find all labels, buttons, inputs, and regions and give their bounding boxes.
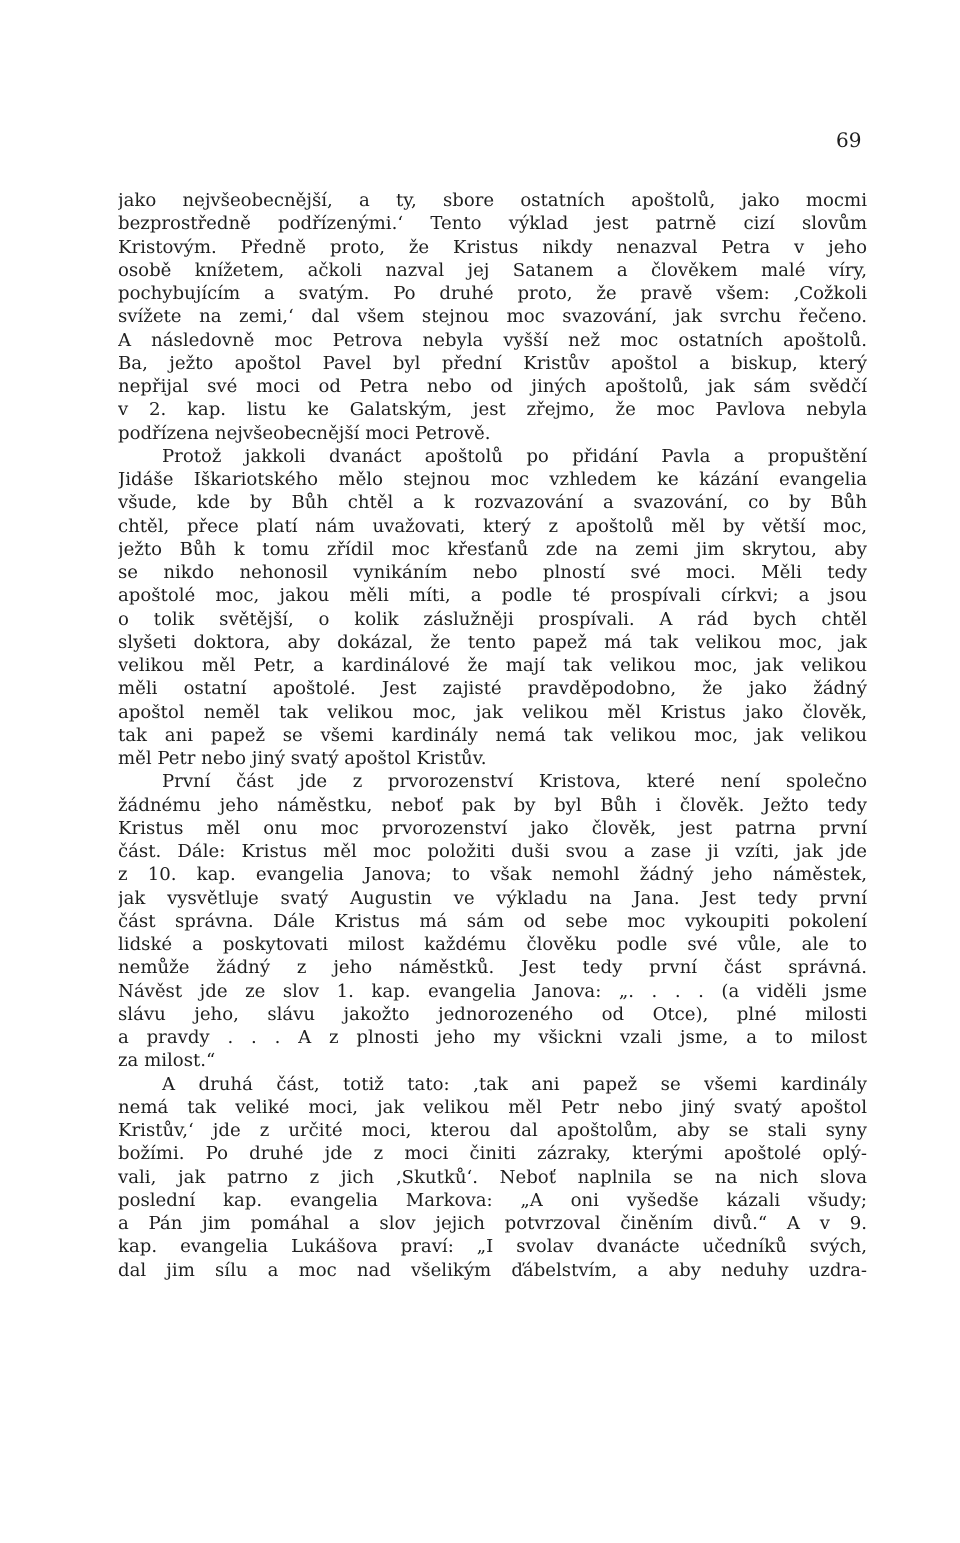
text-line: apoštolé moc, jakou měli míti, a podle té prospívali církvi; a jsou <box>118 585 867 607</box>
text-line: svížete na zemi,‘ dal všem stejnou moc svazování, jak svrchu řečeno. <box>118 306 867 328</box>
text-line: z 10. kap. evangelia Janova; to však nemohl žádný jeho náměstek, <box>118 864 867 886</box>
text-line: se nikdo nehonosil vynikáním nebo plností své moci. Měli tedy <box>118 562 867 583</box>
text-line: v 2. kap. listu ke Galatským, jest zřejmo, že moc Pavlova nebyla <box>118 399 867 421</box>
text-line: za milost.“ <box>118 1050 216 1072</box>
text-line: žádnému jeho náměstku, neboť pak by byl Bůh i člověk. Ježto tedy <box>118 794 867 816</box>
text-line: o tolik světější, o kolik záslužněji prospívali. A rád bych chtěl <box>118 608 867 630</box>
text-line: nemůže žádný z jeho náměstků. Jest tedy první část správná. <box>118 957 867 979</box>
text-line: tak ani papež se všemi kardinály nemá tak velikou moc, jak velikou <box>118 724 867 746</box>
text-line: nemá tak veliké moci, jak velikou měl Petr nebo jiný svatý apoštol <box>118 1096 867 1118</box>
text-line: apoštol neměl tak velikou moc, jak velikou měl Kristus jako člověk, <box>118 701 867 723</box>
text-line: A druhá část, totiž tato: ‚tak ani papež se všemi kardinály <box>162 1073 867 1095</box>
text-line: kap. evangelia Lukášova praví: „I svolav dvanácte učedníků svých, <box>118 1236 867 1258</box>
text-line: lidské a poskytovati milost každému člověku podle své vůle, ale to <box>118 934 867 955</box>
text-line: a Pán jim pomáhal a slov jejich potvrzoval činěním divů.“ A v 9. <box>118 1213 867 1234</box>
text-line: všude, kde by Bůh chtěl a k rozvazování a svazování, co by Bůh <box>118 492 867 514</box>
text-line: velikou měl Petr, a kardinálové že mají tak velikou moc, jak velikou <box>118 655 867 676</box>
text-line: Kristovým. Předně proto, že Kristus nikdy nenazval Petra v jeho <box>118 236 867 258</box>
text-line: pochybujícím a svatým. Po druhé proto, že pravě všem: ‚Cožkoli <box>118 283 867 304</box>
text-line: Kristův,‘ jde z určité moci, kterou dal apoštolům, aby se stali syny <box>118 1120 867 1141</box>
text-line: Protož jakkoli dvanáct apoštolů po přidání Pavla a propuštění <box>162 445 867 467</box>
text-line: část. Dále: Kristus měl moc položiti duši svou a zase ji vzíti, jak jde <box>118 841 867 862</box>
text-line: bezprostředně podřízenými.‘ Tento výklad jest patrně cizí slovům <box>118 213 867 235</box>
text-line: podřízena nejvšeobecnější moci Petrově. <box>118 422 491 444</box>
text-line: Kristus měl onu moc prvorozenství jako člověk, jest patrna první <box>118 817 867 839</box>
text-line: dal jim sílu a moc nad všelikým ďábelstvím, a aby neduhy uzdra- <box>118 1259 867 1281</box>
text-line: měli ostatní apoštolé. Jest zajisté pravděpodobno, že jako žádný <box>118 678 867 700</box>
page-number: 69 <box>836 128 862 152</box>
text-line: Ba, ježto apoštol Pavel byl přední Kristův apoštol a biskup, který <box>118 352 867 374</box>
body-text <box>118 189 867 1282</box>
text-line: nepřijal své moci od Petra nebo od jiných apoštolů, jak sám svědčí <box>118 376 867 397</box>
text-line: Jidáše Iškariotského mělo stejnou moc vzhledem ke kázání evangelia <box>118 469 867 490</box>
text-line: slávu jeho, slávu jakožto jednorozeného od Otce), plné milosti <box>118 1003 867 1025</box>
text-line: A následovně moc Petrova nebyla vyšší než moc ostatních apoštolů. <box>118 329 867 351</box>
text-line: osobě knížetem, ačkoli nazval jej Satanem a člověkem malé víry, <box>118 259 867 281</box>
text-line: božími. Po druhé jde z moci činiti zázraky, kterými apoštolé oplý- <box>118 1143 867 1165</box>
text-line: a pravdy . . . A z plnosti jeho my všickni vzali jsme, a to milost <box>118 1027 867 1048</box>
text-line: poslední kap. evangelia Markova: „A oni vyšedše kázali všudy; <box>118 1189 867 1211</box>
text-line: chtěl, přece platí nám uvažovati, který z apoštolů měl by větší moc, <box>118 515 867 537</box>
text-line: První část jde z prvorozenství Kristova, které není společno <box>162 771 867 793</box>
text-line: slyšeti doktora, aby dokázal, že tento papež má tak velikou moc, jak <box>118 631 867 653</box>
text-line: jako nejvšeobecnější, a ty, sbore ostatních apoštolů, jako mocmi <box>118 190 867 211</box>
text-line: část správna. Dále Kristus má sám od sebe moc vykoupiti pokolení <box>118 910 867 932</box>
text-line: ježto Bůh k tomu zřídil moc křesťanů zde na zemi jim skrytou, aby <box>118 538 867 560</box>
text-line: jak vysvětluje svatý Augustin ve výkladu na Jana. Jest tedy první <box>118 887 867 909</box>
text-line: měl Petr nebo jiný svatý apoštol Kristův. <box>118 748 487 769</box>
text-line: vali, jak patrno z jich ‚Skutků‘. Neboť naplnila se na nich slova <box>118 1166 867 1188</box>
text-line: Návěst jde ze slov 1. kap. evangelia Janova: „. . . . (a viděli jsme <box>118 980 867 1002</box>
